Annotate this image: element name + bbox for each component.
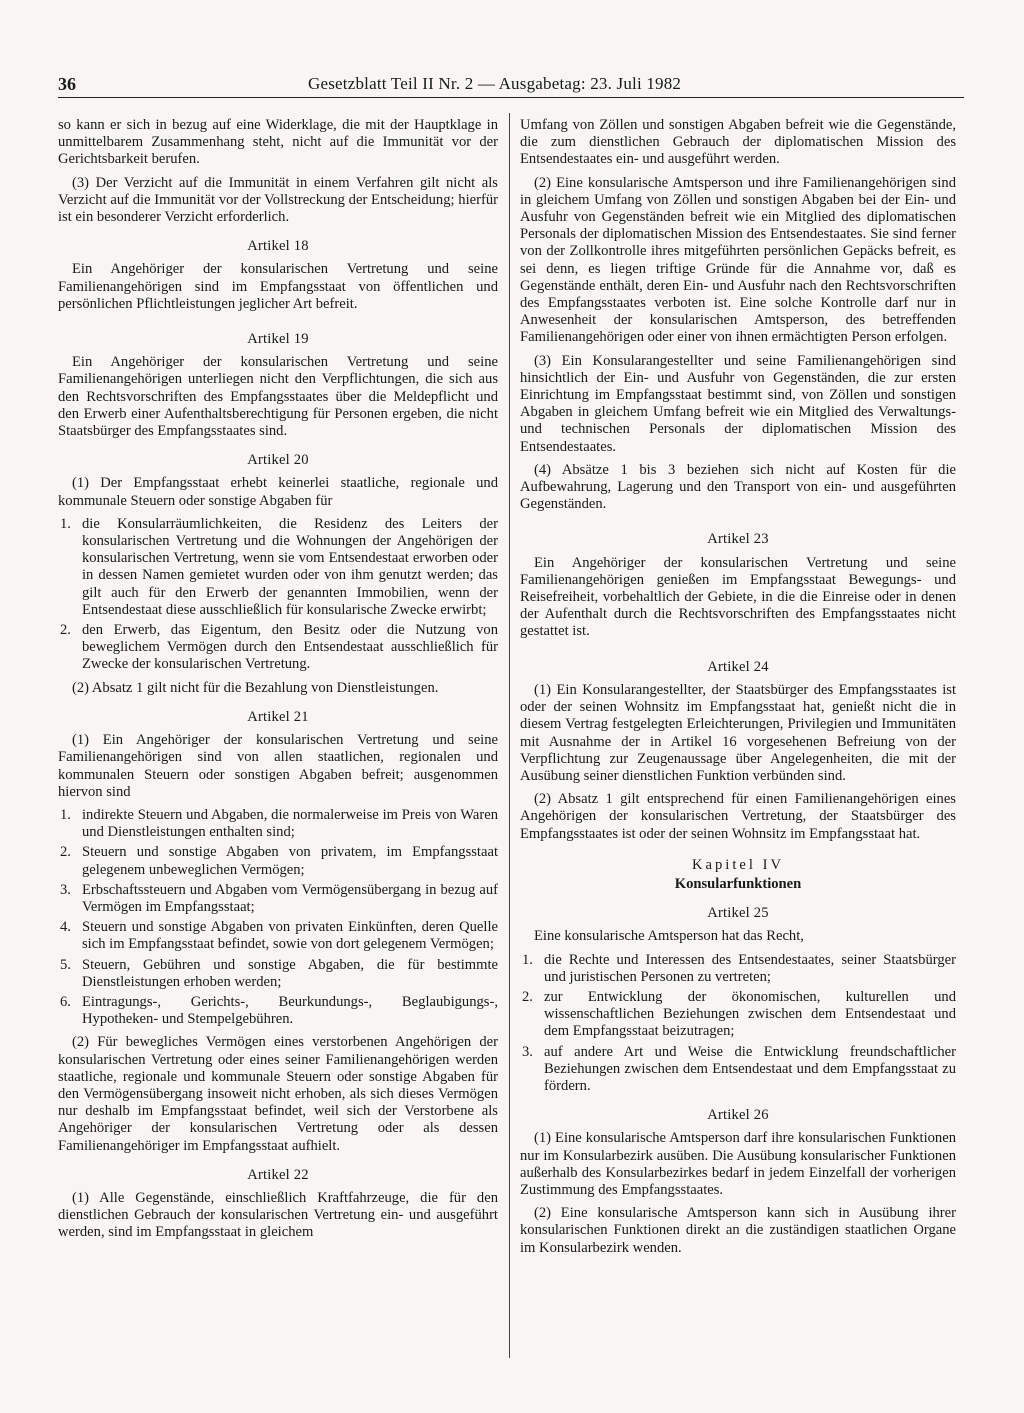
list-number: 5.	[60, 956, 71, 973]
list-item	[58, 807, 498, 841]
column-divider	[509, 113, 510, 1358]
left-column	[58, 117, 498, 1248]
list-item-text: Steuern und sonstige Abgaben von privaten Einkünften, deren Quelle sich im Empfangsstaat befindet, sowie von dort gelegenem Vermögen;	[82, 919, 498, 953]
list-item	[520, 1044, 956, 1096]
paragraph: (1) Alle Gegenstände, einschließlich Kraftfahrzeuge, die für den dienstlichen Gebrauch der konsularischen Vertretung ein- und ausgeführt werden, sind im Empfangsstaat in gleichem	[58, 1189, 498, 1241]
list-item-text: auf andere Art und Weise die Entwicklung freundschaftlicher Beziehungen zwischen dem Entsendestaat und dem Empfangsstaat zu fördern.	[544, 1043, 956, 1094]
header-rule	[58, 97, 964, 98]
list-item	[58, 882, 498, 916]
list-item-text: Steuern, Gebühren und sonstige Abgaben, die für bestimmte Dienstleistungen erhoben werden;	[82, 956, 498, 990]
list-item	[58, 844, 498, 878]
list-item	[520, 989, 956, 1041]
paragraph: Umfang von Zöllen und sonstigen Abgaben befreit wie die Gegenstände, die zum dienstlichen Gebrauch der diplomatischen Mission des Entsendestaates ein- und ausgeführt werden.	[520, 117, 956, 168]
article-heading: Artikel 21	[247, 708, 309, 725]
list-number: 1.	[522, 951, 533, 968]
paragraph: (2) Eine konsularische Amtsperson kann sich in Ausübung ihrer konsularischen Funktionen direkt an die zuständigen staatlichen Organe im Konsularbezirk wenden.	[520, 1205, 956, 1256]
paragraph: (3) Ein Konsularangestellter und seine Familienangehörigen sind hinsichtlich der Ein- und Ausfuhr von Gegenständen, die zur ersten Einrichtung im Empfangsstaat bestimmt sind, von Zöllen und sonstigen Abgaben in gleichem Umfang befreit wie ein Mitglied des Verwaltungs- und technischen Personals der diplomatischen Mission des Entsendestaates.	[520, 352, 956, 455]
paragraph: Ein Angehöriger der konsularischen Vertretung und seine Familienangehörigen sind im Empfangsstaat von öffentlichen und persönlichen Pflichtleistungen jeglicher Art befreit.	[58, 261, 498, 312]
list-number: 6.	[60, 993, 71, 1010]
article-heading: Artikel 20	[247, 452, 309, 469]
page-number: 36	[58, 74, 76, 94]
paragraph: Ein Angehöriger der konsularischen Vertretung und seine Familienangehörigen genießen im Empfangsstaat Bewegungs- und Reisefreiheit, vorbehaltlich der Gebiete, in die die Einreise oder in denen der Aufenthalt durch die Rechtsvorschriften des Empfangsstaates nicht gestattet ist.	[520, 554, 956, 640]
list-number: 2.	[60, 844, 71, 861]
list-item	[58, 622, 498, 674]
paragraph: (2) Für bewegliches Vermögen eines verstorbenen Angehörigen der konsularischen Vertretung oder eines seiner Familienangehörigen werden staatliche, regionale und kommunale Steuern oder sonstige Abgaben für den Vermögensübergang insoweit nicht erhoben, als sich dieses Vermögen nur deshalb im Empfangsstaat befindet, weil sich der Verstorbene als Angehöriger der konsularischen Vertretung oder als dessen Familienangehöriger im Empfangsstaat aufhielt.	[58, 1034, 498, 1154]
numbered-list	[520, 952, 956, 1096]
paragraph: (3) Der Verzicht auf die Immunität in einem Verfahren gilt nicht als Verzicht auf die Immunität vor der Vollstreckung der Entscheidung; hierfür ist ein besonderer Verzicht erforderlich.	[58, 174, 498, 226]
article-heading: Artikel 26	[707, 1107, 769, 1124]
list-number: 3.	[522, 1043, 533, 1060]
list-item-text: die Konsularräumlichkeiten, die Residenz des Leiters der konsularischen Vertretung und die Wohnungen der Angehörigen der konsularischen Vertretung, wenn sie vom Entsendestaat erworben oder in dessen Namen gemietet wurden oder von ihm genutzt werden; das gilt auch für den Erwerb der genannten Immobilien, wenn der Entsendestaat diese ausschließlich für konsularische Zwecke erwirbt;	[82, 515, 498, 618]
list-number: 3.	[60, 881, 71, 898]
list-item	[58, 994, 498, 1028]
paragraph: (1) Eine konsularische Amtsperson darf ihre konsularischen Funktionen nur im Konsularbezirk ausüben. Die Ausübung konsularischer Funktionen außerhalb des Konsularbezirkes bedarf in jedem Einzelfall der vorherigen Zustimmung des Empfangsstaates.	[520, 1130, 956, 1198]
list-number: 1.	[60, 515, 71, 532]
numbered-list	[58, 807, 498, 1028]
list-item-text: zur Entwicklung der ökonomischen, kulturellen und wissenschaftlichen Beziehungen zwischen dem Entsendestaat und dem Empfangsstaat beizutragen;	[544, 988, 956, 1040]
list-number: 1.	[60, 806, 71, 823]
article-heading: Artikel 19	[247, 331, 309, 348]
paragraph: (1) Ein Angehöriger der konsularischen Vertretung und seine Familienangehörigen sind von allen staatlichen, regionalen und kommunalen Steuern oder sonstigen Abgaben befreit; ausgenommen hiervon sind	[58, 732, 498, 800]
list-item-text: Erbschaftssteuern und Abgaben vom Vermögensübergang in bezug auf Vermögen im Empfangsstaat;	[82, 881, 498, 915]
paragraph: (1) Ein Konsularangestellter, der Staatsbürger des Empfangsstaates ist oder der seinen Wohnsitz im Empfangsstaat hat, genießt nicht die in diesem Vertrag festgelegten Erleichterungen, Privilegien und Immunitäten mit Ausnahme der in Artikel 16 vorgesehenen Befreiung von der Verpflichtung zur Zeugenaussage über Angelegenheiten, die mit der Ausübung seiner dienstlichen Funktion verbünden sind.	[520, 681, 956, 784]
article-heading: Artikel 24	[707, 658, 769, 675]
list-number: 2.	[522, 988, 533, 1005]
header-title: Gesetzblatt Teil II Nr. 2 — Ausgabetag: 23. Juli 1982	[308, 74, 682, 93]
list-item-text: den Erwerb, das Eigentum, den Besitz oder die Nutzung von beweglichem Vermögen durch den Entsendestaat ausschließlich für Zwecke der konsularischen Vertretung.	[82, 622, 498, 673]
paragraph: Eine konsularische Amtsperson hat das Recht,	[534, 928, 804, 945]
list-item	[58, 957, 498, 991]
paragraph: Ein Angehöriger der konsularischen Vertretung und seine Familienangehörigen unterliegen nicht den Verpflichtungen, die sich aus den Rechtsvorschriften des Empfangsstaates über die Meldepflicht und den Erwerb einer Aufenthaltsberechtigung für Personen ergeben, die nicht Staatsbürger des Empfangsstaates sind.	[58, 354, 498, 440]
right-column	[520, 117, 956, 1263]
paragraph: (4) Absätze 1 bis 3 beziehen sich nicht auf Kosten für die Aufbewahrung, Lagerung und den Transport von ein- und ausgeführten Gegenständen.	[520, 461, 956, 513]
list-number: 2.	[60, 622, 71, 639]
paragraph: (1) Der Empfangsstaat erhebt keinerlei staatliche, regionale und kommunale Steuern oder sonstige Abgaben für	[58, 475, 498, 509]
chapter-title: Konsularfunktionen	[674, 875, 802, 892]
article-heading: Artikel 23	[707, 531, 769, 548]
list-item	[520, 952, 956, 986]
list-item-text: Steuern und sonstige Abgaben von privatem, im Empfangsstaat gelegenem unbeweglichen Vermögen;	[82, 844, 498, 878]
list-item-text: indirekte Steuern und Abgaben, die normalerweise im Preis von Waren und Dienstleistungen enthalten sind;	[82, 806, 498, 841]
numbered-list	[58, 516, 498, 674]
page-header	[58, 70, 964, 96]
list-item	[58, 516, 498, 619]
article-heading: Artikel 18	[247, 238, 309, 255]
chapter-label: Kapitel IV	[691, 856, 784, 873]
list-number: 4.	[60, 919, 71, 936]
article-heading: Artikel 22	[247, 1166, 309, 1183]
list-item	[58, 919, 498, 953]
article-heading: Artikel 25	[707, 905, 769, 922]
paragraph: (2) Absatz 1 gilt entsprechend für einen Familienangehörigen eines Angehörigen der konsularischen Vertretung, der Staatsbürger des Empfangsstaates ist oder der seinen Wohnsitz im Empfangsstaat hat.	[520, 791, 956, 842]
list-item-text: die Rechte und Interessen des Entsendestaates, seiner Staatsbürger und juristischen Personen zu vertreten;	[544, 951, 956, 985]
list-item-text: Eintragungs-, Gerichts-, Beurkundungs-, Beglaubigungs-, Hypotheken- und Stempelgebühren.	[82, 993, 498, 1028]
paragraph: so kann er sich in bezug auf eine Widerklage, die mit der Hauptklage in unmittelbarem Zusammenhang steht, nicht auf die Immunität vor der Gerichtsbarkeit berufen.	[58, 117, 498, 168]
paragraph: (2) Eine konsularische Amtsperson und ihre Familienangehörigen sind in gleichem Umfang von Zöllen und sonstigen Abgaben bei der Ein- und Ausfuhr von Gegenständen befreit wie ein Mitglied des diplomatischen Personals der diplomatischen Mission des Entsendestaates. Sie sind ferner von der Zollkontrolle ihres mitgeführten persönlichen Gepäcks befreit, es sei denn, es liegen triftige Gründe für die Annahme vor, daß es Gegenstände enthält, deren Ein- und Ausfuhr nach den Rechtsvorschriften des Empfangsstaates verboten ist. Eine solche Kontrolle darf nur in Anwesenheit der konsularischen Amtsperson, des betreffenden Familienangehörigen oder einer von ihnen ermächtigten Person erfolgen.	[520, 174, 956, 346]
paragraph: (2) Absatz 1 gilt nicht für die Bezahlung von Dienstleistungen.	[72, 679, 439, 696]
